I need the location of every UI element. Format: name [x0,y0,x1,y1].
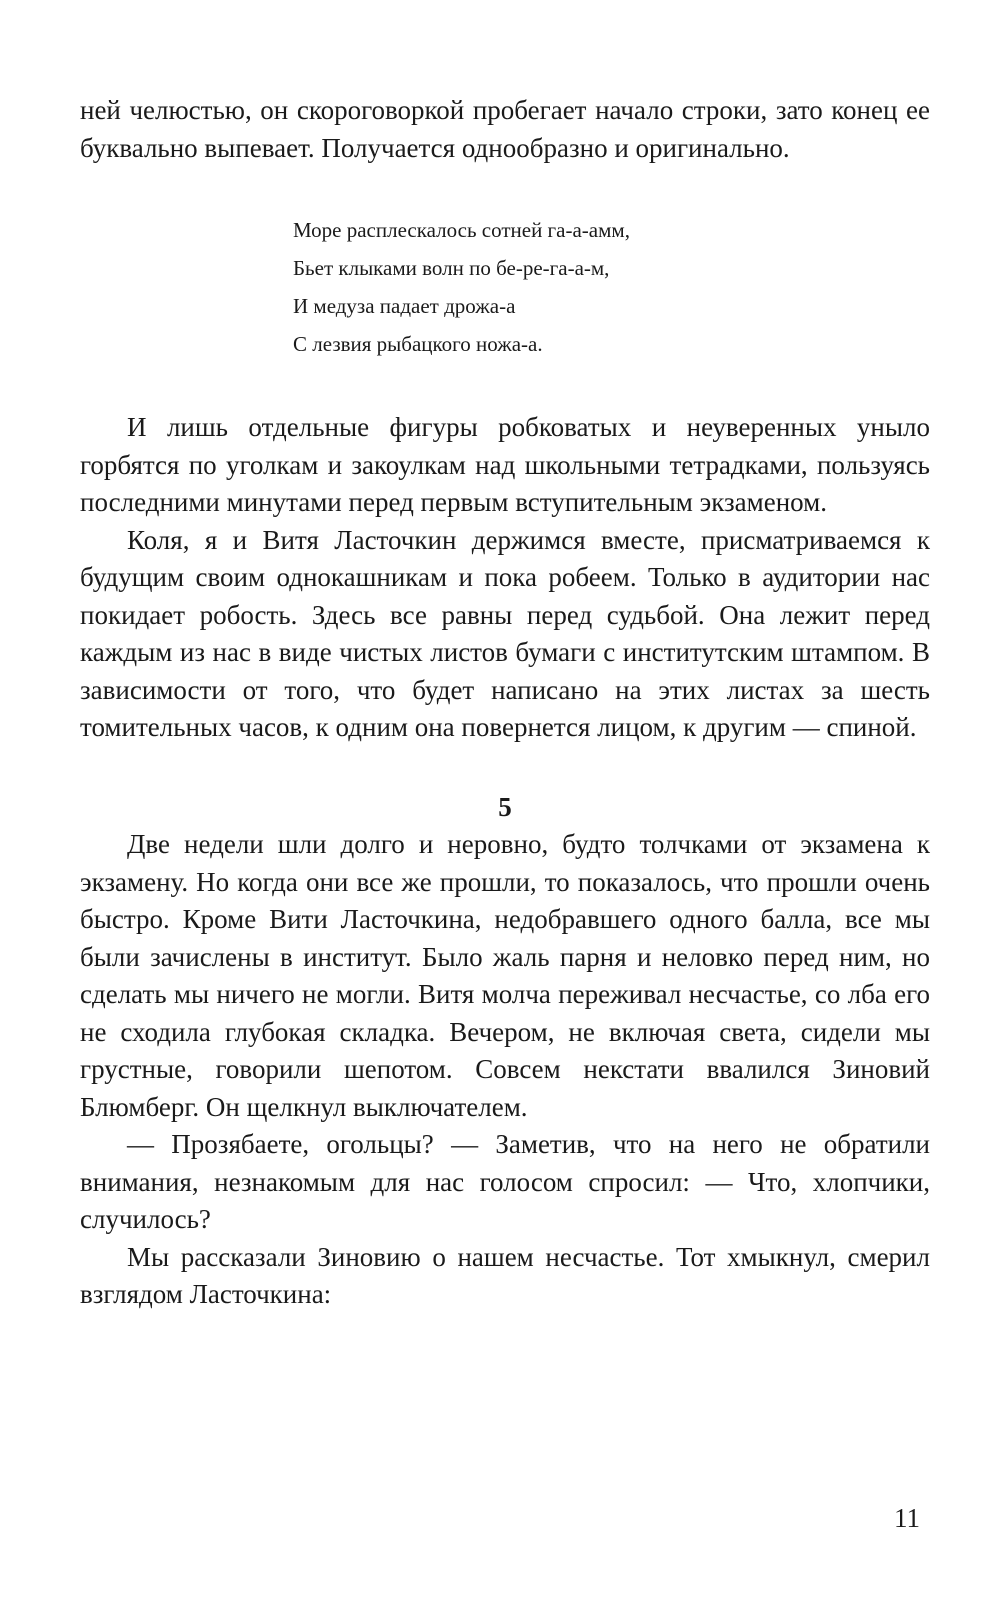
page-number: 11 [894,1503,920,1533]
page-body [80,92,930,1314]
paragraph: Коля, я и Витя Ласточкин держимся вместе, присматриваемся к будущим своим однокашникам и пока робеем. Только в аудитории нас покидает робость. Здесь все равны перед судьбой. Она лежит перед каждым из нас в виде чистых листов бумаги с институтским штампом. В зависимости от того, что будет написано на этих листах за шесть томительных часов, к одним она повернется лицом, к другим — спиной. [80,524,930,742]
poem-line: С лезвия рыбацкого ножа-а. [293,332,543,356]
paragraph-dialogue: — Прозябаете, огольцы? — Заметив, что на него не обратили внимания, незнакомым для нас голосом спросил: — Что, хлопчики, случилось? [80,1129,930,1234]
paragraph: Две недели шли долго и неровно, будто толчками от экзамена к экзамену. Но когда они все же прошли, то показалось, что прошли очень быстро. Кроме Вити Ласточкина, недобравшего одного балла, все мы были зачислены в институт. Было жаль парня и неловко перед ним, но сделать мы ничего не могли. Витя молча переживал несчастье, со лба его не сходила глубокая складка. Вечером, не включая света, сидели мы грустные, говорили шепотом. Совсем некстати ввалился Зиновий Блюмберг. Он щелкнул выключателем. [80,829,930,1122]
poem-line: Море расплескалось сотней га-а-амм, [293,218,630,242]
poem-line: И медуза падает дрожа-а [293,294,516,318]
poem-stanza [293,211,930,363]
paragraph: И лишь отдельные фигуры робковатых и неуверенных уныло горбятся по уголкам и закоулкам над школьными тетрадками, пользуясь последними минутами перед первым вступительным экзаменом. [80,412,930,517]
poem-line: Бьет клыками волн по бе-ре-га-а-м, [293,256,610,280]
paragraph: Мы рассказали Зиновию о нашем несчастье. Тот хмыкнул, смерил взглядом Ласточкина: [80,1241,930,1309]
section-heading: 5 [498,791,512,822]
paragraph-continuation: ней челюстью, он скороговоркой пробегает начало строки, зато конец ее буквально выпевает. Получается однообразно и оригинально. [80,95,930,163]
